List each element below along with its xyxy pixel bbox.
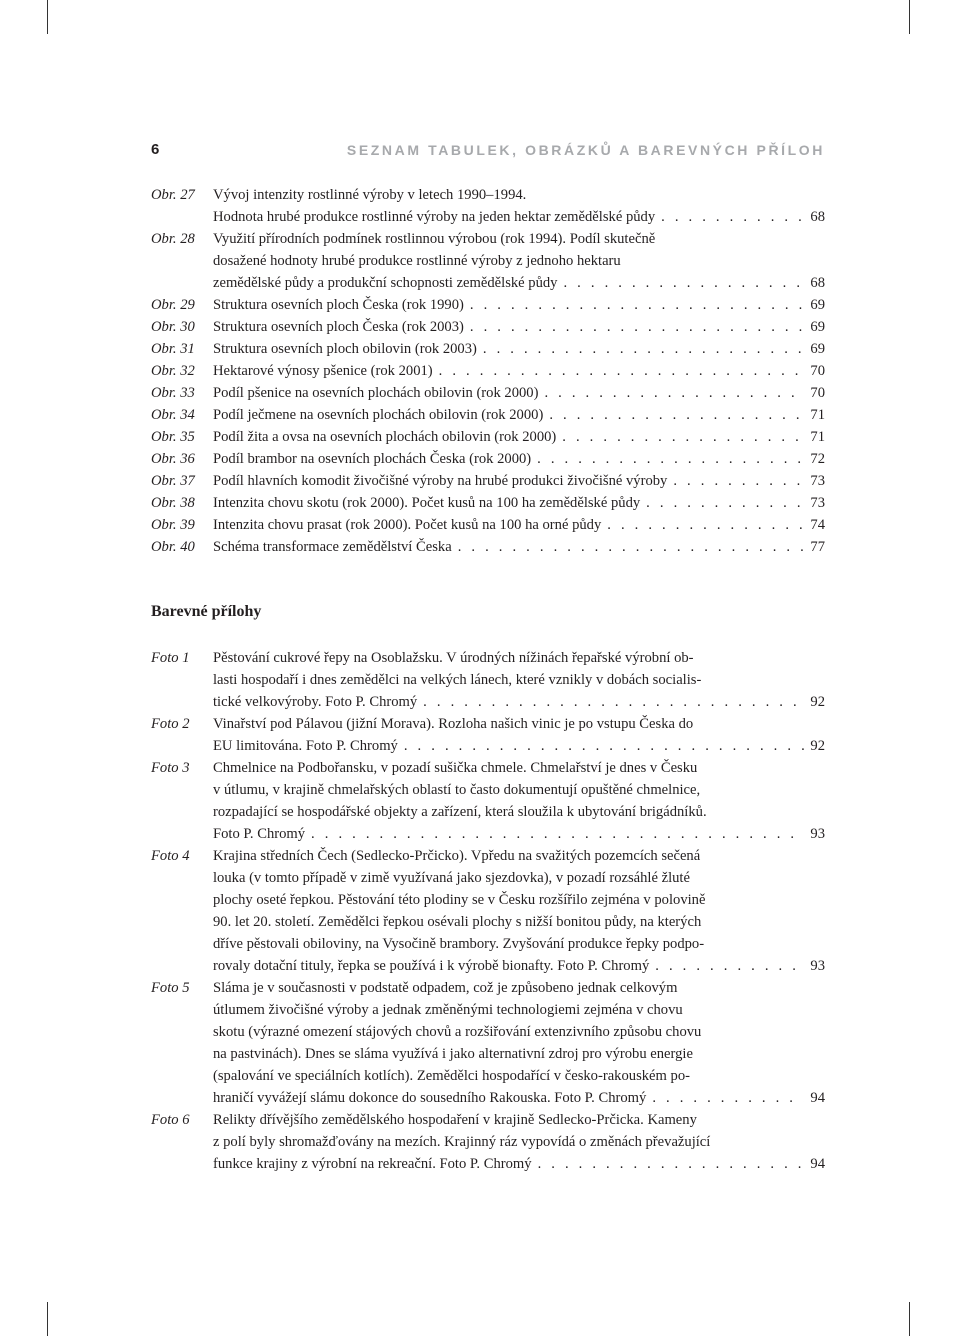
figure-entry (151, 514, 825, 536)
figure-entry-page-number: 73 (810, 473, 825, 489)
figure-entry-text: Hodnota hrubé produkce rostlinné výroby na jeden hektar zemědělské půdy (213, 209, 656, 225)
photo-entry-label: Foto 3 (151, 760, 190, 776)
dot-leader (464, 316, 805, 338)
figure-entry-text: Struktura osevních ploch Česka (rok 2003) (213, 319, 464, 335)
dot-leader (556, 426, 804, 448)
figure-entry-text: Hektarové výnosy pšenice (rok 2001) (213, 363, 433, 379)
photo-entry (151, 845, 825, 977)
photo-entry-text: louka (v tomto případě v zimě využívaná jako sjezdovka), v pozadí rozsáhlé žluté (213, 870, 690, 886)
photo-entry-text: plochy oseté řepkou. Pěstování této plodiny se v Česku rozšířilo zejména v polovině (213, 892, 706, 908)
figure-entry (151, 184, 825, 228)
dot-leader (464, 294, 805, 316)
figure-entry-page-number: 72 (810, 451, 825, 467)
figure-entry-label: Obr. 27 (151, 187, 195, 203)
photo-entry-text: (spalování ve speciálních kotlích). Zemědělci hospodařící v česko-rakouském po- (213, 1068, 690, 1084)
photo-entry-text: Chmelnice na Podbořansku, v pozadí sušička chmele. Chmelařství je dnes v Česku (213, 760, 698, 776)
photo-entry-page-number: 93 (810, 958, 825, 974)
photo-entry-text: z polí byly shromažďovány na mezích. Krajinný ráz vypovídá o změnách převažující (213, 1134, 711, 1150)
crop-mark (47, 0, 48, 34)
figure-entry-label: Obr. 30 (151, 319, 195, 335)
dot-leader (477, 338, 805, 360)
figure-entry-label: Obr. 40 (151, 539, 195, 555)
figure-entry-text: Struktura osevních ploch Česka (rok 1990) (213, 297, 464, 313)
dot-leader (532, 1153, 805, 1175)
figure-entry-text: Podíl pšenice na osevních plochách obilovin (rok 2000) (213, 385, 539, 401)
figure-entry-label: Obr. 34 (151, 407, 195, 423)
figure-entry (151, 404, 825, 426)
figure-entry-label: Obr. 37 (151, 473, 195, 489)
dot-leader (305, 823, 804, 845)
figure-entry-page-number: 70 (810, 385, 825, 401)
dot-leader (655, 206, 804, 228)
photo-entry-text: hraničí vyvážejí slámu dokonce do sousedního Rakouska. Foto P. Chromý (213, 1090, 647, 1106)
figure-entry-label: Obr. 28 (151, 231, 195, 247)
photo-entry-text: EU limitována. Foto P. Chromý (213, 738, 398, 754)
figure-entry (151, 470, 825, 492)
photo-list (151, 647, 825, 1175)
dot-leader (601, 514, 804, 536)
figure-entry-text: Intenzita chovu prasat (rok 2000). Počet kusů na 100 ha orné půdy (213, 517, 602, 533)
figure-entry (151, 426, 825, 448)
photo-entry-page-number: 92 (810, 694, 825, 710)
figure-entry (151, 294, 825, 316)
figure-entry-text: Podíl brambor na osevních plochách Česka (rok 2000) (213, 451, 532, 467)
figure-entry-text: Podíl hlavních komodit živočišné výroby na hrubé produkci živočišné výroby (213, 473, 668, 489)
dot-leader (398, 735, 805, 757)
figure-entry (151, 448, 825, 470)
figure-entry (151, 228, 825, 294)
figure-entry-page-number: 74 (810, 517, 825, 533)
photo-entry-text: Pěstování cukrové řepy na Osoblažsku. V úrodných nížinách řepařské výrobní ob- (213, 650, 694, 666)
dot-leader (640, 492, 804, 514)
figure-entry-page-number: 73 (810, 495, 825, 511)
figure-entry-text: Intenzita chovu skotu (rok 2000). Počet kusů na 100 ha zemědělské půdy (213, 495, 641, 511)
photo-entry (151, 977, 825, 1109)
figure-entry-page-number: 70 (810, 363, 825, 379)
figure-entry-text: Vývoj intenzity rostlinné výroby v letech 1990–1994. (213, 187, 527, 203)
photo-entry (151, 1109, 825, 1175)
figure-entry-text: Podíl ječmene na osevních plochách obilovin (rok 2000) (213, 407, 544, 423)
photo-entry-text: Sláma je v současnosti v podstatě odpadem, což je způsobeno jednak celkovým (213, 980, 678, 996)
photo-entry-text: na pastvinách). Dnes se sláma využívá i jako alternativní zdroj pro výrobu energie (213, 1046, 693, 1062)
dot-leader (531, 448, 804, 470)
dot-leader (452, 536, 805, 558)
figure-entry (151, 338, 825, 360)
figure-entry-label: Obr. 35 (151, 429, 195, 445)
figure-entry-label: Obr. 33 (151, 385, 195, 401)
photo-entry-text: útlumem živočišné výroby a jednak změněnými technologiemi zejména v chovu (213, 1002, 683, 1018)
photo-entry-text: skotu (výrazné omezení stájových chovů a rozšiřování extenzivního způsobu chovu (213, 1024, 702, 1040)
figure-entry-page-number: 68 (810, 275, 825, 291)
dot-leader (433, 360, 805, 382)
photo-entry (151, 757, 825, 845)
photo-entry-text: tické velkovýroby. Foto P. Chromý (213, 694, 418, 710)
photo-entry-text: v útlumu, v krajině chmelařských oblastí to často dokumentují opuštěné chmelnice, (213, 782, 701, 798)
figure-entry-label: Obr. 32 (151, 363, 195, 379)
photo-entry-text: 90. let 20. století. Zemědělci řepkou osévali plochy s nižší bonitou půdy, na kterých (213, 914, 702, 930)
photo-entry-label: Foto 1 (151, 650, 190, 666)
figure-entry-page-number: 71 (810, 429, 825, 445)
dot-leader (543, 404, 804, 426)
photo-entry-text: lasti hospodaří i dnes zemědělci na velkých lánech, které vznikly v dobách socialis- (213, 672, 702, 688)
figure-entry (151, 382, 825, 404)
section-title-color-appendix: Barevné přílohy (151, 603, 262, 620)
figure-entry-page-number: 71 (810, 407, 825, 423)
figure-entry-text: zemědělské půdy a produkční schopnosti zemědělské půdy (213, 275, 558, 291)
figure-entry-page-number: 69 (810, 297, 825, 313)
photo-entry-page-number: 92 (810, 738, 825, 754)
running-title: SEZNAM TABULEK, OBRÁZKŮ A BAREVNÝCH PŘÍLOH (346, 142, 825, 158)
crop-mark (909, 1302, 910, 1336)
photo-entry-label: Foto 2 (151, 716, 190, 732)
figure-entry (151, 360, 825, 382)
photo-entry-text: Krajina středních Čech (Sedlecko-Prčicko). Vpředu na svažitých pozemcích sečená (213, 848, 701, 864)
photo-entry-page-number: 94 (810, 1090, 825, 1106)
figure-entry-label: Obr. 39 (151, 517, 195, 533)
figure-entry-text: Struktura osevních ploch obilovin (rok 2003) (213, 341, 477, 357)
photo-entry-label: Foto 4 (151, 848, 190, 864)
page-header (151, 141, 825, 165)
photo-entry-text: rovaly dotační tituly, řepka se používá i k výrobě bionafty. Foto P. Chromý (213, 958, 650, 974)
figure-entry-page-number: 69 (810, 341, 825, 357)
dot-leader (538, 382, 804, 404)
figure-entry-text: Schéma transformace zemědělství Česka (213, 539, 452, 555)
figure-entry-label: Obr. 36 (151, 451, 195, 467)
figure-entry-text: Podíl žita a ovsa na osevních plochách obilovin (rok 2000) (213, 429, 557, 445)
figure-entry-label: Obr. 38 (151, 495, 195, 511)
figure-entry (151, 492, 825, 514)
figure-entry-text: Využití přírodních podmínek rostlinnou výrobou (rok 1994). Podíl skutečně (213, 231, 656, 247)
figure-entry-label: Obr. 31 (151, 341, 195, 357)
dot-leader (667, 470, 804, 492)
figure-entry-page-number: 68 (810, 209, 825, 225)
photo-entry-label: Foto 5 (151, 980, 190, 996)
dot-leader (649, 955, 804, 977)
figure-list (151, 184, 825, 558)
dot-leader (557, 272, 804, 294)
photo-entry (151, 647, 825, 713)
photo-entry-text: Vinařství pod Pálavou (jižní Morava). Rozloha našich vinic je po vstupu Česka do (213, 716, 694, 732)
photo-entry-text: Foto P. Chromý (213, 826, 306, 842)
dot-leader (646, 1087, 804, 1109)
figure-entry-page-number: 77 (810, 539, 825, 555)
page-number: 6 (151, 141, 160, 158)
photo-entry-label: Foto 6 (151, 1112, 190, 1128)
figure-entry (151, 316, 825, 338)
figure-entry-label: Obr. 29 (151, 297, 195, 313)
photo-entry-page-number: 93 (810, 826, 825, 842)
figure-entry-page-number: 69 (810, 319, 825, 335)
photo-entry-text: dříve pěstovali obiloviny, na Vysočině brambory. Zvyšování produkce řepky podpo- (213, 936, 705, 952)
figure-entry-text: dosažené hodnoty hrubé produkce rostlinné výroby z jednoho hektaru (213, 253, 621, 269)
photo-entry-page-number: 94 (810, 1156, 825, 1172)
photo-entry (151, 713, 825, 757)
crop-mark (47, 1302, 48, 1336)
crop-mark (909, 0, 910, 34)
photo-entry-text: rozpadající se hospodářské objekty a zařízení, která sloužila k ubytování brigádníků. (213, 804, 707, 820)
figure-entry (151, 536, 825, 558)
photo-entry-text: Relikty dřívějšího zemědělského hospodaření v krajině Sedlecko-Prčicka. Kameny (213, 1112, 697, 1128)
dot-leader (417, 691, 804, 713)
photo-entry-text: funkce krajiny z výrobní na rekreační. Foto P. Chromý (213, 1156, 532, 1172)
